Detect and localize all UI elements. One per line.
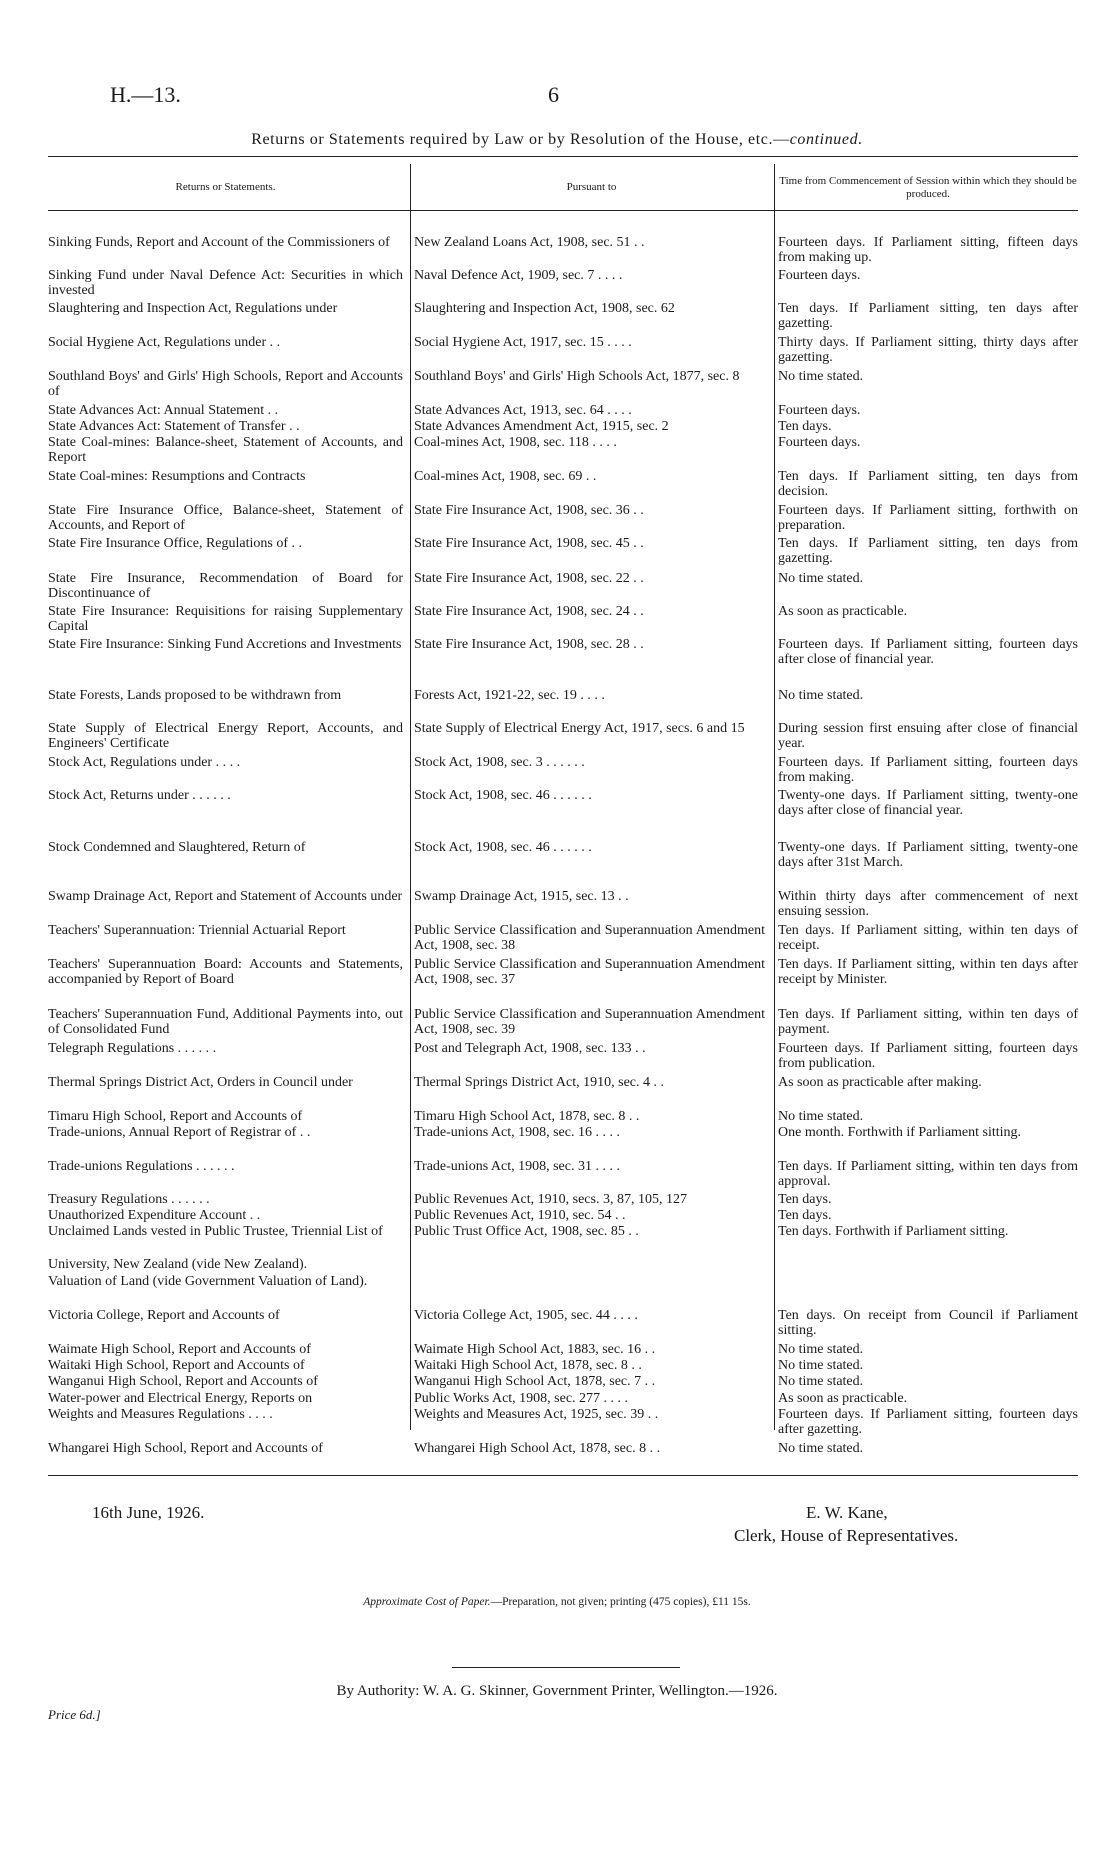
cell-pursuant: Thermal Springs District Act, 1910, sec. 4 . . — [414, 1075, 665, 1090]
cell-returns: State Fire Insurance Office, Regulations of . . — [48, 536, 303, 551]
cell-pursuant: Timaru High School Act, 1878, sec. 8 . . — [414, 1109, 640, 1124]
cell-time: Thirty days. If Parliament sitting, thirty days after gazetting. — [778, 335, 1078, 366]
cell-pursuant: Post and Telegraph Act, 1908, sec. 133 . . — [414, 1041, 646, 1056]
cell-pursuant: Public Service Classification and Superannuation Amendment Act, 1908, sec. 37 — [414, 957, 765, 988]
cell-pursuant: State Advances Amendment Act, 1915, sec. 2 — [414, 419, 669, 434]
cell-returns: State Fire Insurance Office, Balance-sheet, Statement of Accounts, and Report of — [48, 503, 403, 534]
cell-returns: Water-power and Electrical Energy, Reports on — [48, 1391, 313, 1406]
cell-returns: University, New Zealand (vide New Zealand). — [48, 1257, 308, 1272]
column-divider-1 — [410, 164, 411, 1430]
cell-pursuant: New Zealand Loans Act, 1908, sec. 51 . . — [414, 235, 645, 250]
cell-pursuant: Whangarei High School Act, 1878, sec. 8 . . — [414, 1441, 661, 1456]
cell-returns: State Advances Act: Statement of Transfer . . — [48, 419, 300, 434]
cell-returns: Teachers' Superannuation: Triennial Actuarial Report — [48, 923, 346, 938]
cell-time: Ten days. If Parliament sitting, within ten days from approval. — [778, 1159, 1078, 1190]
signatory-name: E. W. Kane, — [806, 1503, 888, 1522]
cell-pursuant: State Fire Insurance Act, 1908, sec. 22 . . — [414, 571, 644, 586]
cell-returns: Waitaki High School, Report and Accounts of — [48, 1358, 305, 1373]
cell-time: As soon as practicable. — [778, 1391, 908, 1406]
cell-time: Within thirty days after commencement of next ensuing session. — [778, 889, 1078, 920]
cell-time: Ten days. — [778, 1192, 832, 1207]
cell-returns: Trade-unions Regulations . . . . . . — [48, 1159, 235, 1174]
cell-returns: Wanganui High School, Report and Accounts of — [48, 1374, 318, 1389]
cell-pursuant: Stock Act, 1908, sec. 46 . . . . . . — [414, 840, 592, 855]
cell-pursuant: Stock Act, 1908, sec. 3 . . . . . . — [414, 755, 585, 770]
cell-time: Fourteen days. If Parliament sitting, fourteen days after close of financial year. — [778, 637, 1078, 668]
cell-returns: State Advances Act: Annual Statement . . — [48, 403, 279, 418]
cell-returns: Teachers' Superannuation Fund, Additional Payments into, out of Consolidated Fund — [48, 1007, 403, 1038]
cell-returns: Unauthorized Expenditure Account . . — [48, 1208, 261, 1223]
cell-pursuant: Coal-mines Act, 1908, sec. 69 . . — [414, 469, 597, 484]
cell-time: No time stated. — [778, 369, 864, 384]
cell-pursuant: Public Revenues Act, 1910, sec. 54 . . — [414, 1208, 626, 1223]
cell-pursuant: Coal-mines Act, 1908, sec. 118 . . . . — [414, 435, 617, 450]
cell-pursuant: State Fire Insurance Act, 1908, sec. 45 . . — [414, 536, 644, 551]
authority-rule — [452, 1667, 680, 1668]
cell-time: Ten days. Forthwith if Parliament sitting. — [778, 1224, 1009, 1239]
column-header-pursuant: Pursuant to — [566, 181, 617, 193]
cell-returns: Sinking Fund under Naval Defence Act: Securities in which invested — [48, 268, 403, 299]
cell-time: Fourteen days. — [778, 403, 861, 418]
cell-pursuant: Forests Act, 1921-22, sec. 19 . . . . — [414, 688, 605, 703]
cell-returns: Sinking Funds, Report and Account of the Commissioners of — [48, 235, 390, 250]
cell-time: Ten days. If Parliament sitting, within ten days of receipt. — [778, 923, 1078, 954]
cell-time: Fourteen days. If Parliament sitting, fourteen days from publication. — [778, 1041, 1078, 1072]
cell-returns: Stock Condemned and Slaughtered, Return of — [48, 840, 306, 855]
cell-returns: Victoria College, Report and Accounts of — [48, 1308, 280, 1323]
cell-returns: Social Hygiene Act, Regulations under . . — [48, 335, 281, 350]
cost-text: —Preparation, not given; printing (475 copies), £11 15s. — [490, 1596, 751, 1608]
page-number: 6 — [548, 82, 559, 107]
cell-pursuant: State Advances Act, 1913, sec. 64 . . . . — [414, 403, 632, 418]
cell-returns: Whangarei High School, Report and Accounts of — [48, 1441, 323, 1456]
cell-returns: State Supply of Electrical Energy Report, Accounts, and Engineers' Certificate — [48, 721, 403, 752]
cell-time: Ten days. If Parliament sitting, ten days from decision. — [778, 469, 1078, 500]
cell-time: Ten days. If Parliament sitting, within ten days of payment. — [778, 1007, 1078, 1038]
page-title — [0, 131, 1114, 149]
column-divider-2 — [774, 164, 775, 1430]
cell-returns: State Fire Insurance, Recommendation of Board for Discontinuance of — [48, 571, 403, 602]
cell-time: Fourteen days. If Parliament sitting, forthwith on preparation. — [778, 503, 1078, 534]
page-title-continued: continued. — [789, 131, 863, 148]
cell-pursuant: Public Service Classification and Superannuation Amendment Act, 1908, sec. 39 — [414, 1007, 765, 1038]
cell-time: Fourteen days. If Parliament sitting, fourteen days after gazetting. — [778, 1407, 1078, 1438]
cell-pursuant: Trade-unions Act, 1908, sec. 31 . . . . — [414, 1159, 620, 1174]
cell-time: One month. Forthwith if Parliament sitting. — [778, 1125, 1022, 1140]
cell-pursuant: Swamp Drainage Act, 1915, sec. 13 . . — [414, 889, 629, 904]
cell-pursuant: Slaughtering and Inspection Act, 1908, sec. 62 — [414, 301, 675, 316]
cost-label: Approximate Cost of Paper. — [363, 1596, 491, 1608]
cell-time: Fourteen days. — [778, 268, 861, 283]
page-title-main: Returns or Statements required by Law or by Resolution of the House, etc.— — [251, 131, 790, 148]
cell-time: Ten days. — [778, 419, 832, 434]
cell-returns: Southland Boys' and Girls' High Schools, Report and Accounts of — [48, 369, 403, 400]
cell-time: No time stated. — [778, 1358, 864, 1373]
cell-time: Ten days. If Parliament sitting, ten days after gazetting. — [778, 301, 1078, 332]
printer-authority: By Authority: W. A. G. Skinner, Government Printer, Wellington.—1926. — [336, 1683, 778, 1699]
cell-returns: State Coal-mines: Resumptions and Contracts — [48, 469, 306, 484]
signatory-title: Clerk, House of Representatives. — [734, 1526, 959, 1545]
document-code: H.—13. — [110, 82, 181, 107]
cell-time: No time stated. — [778, 1342, 864, 1357]
cell-returns: Telegraph Regulations . . . . . . — [48, 1041, 217, 1056]
column-header-time: Time from Commencement of Session within which they should be produced. — [779, 175, 1077, 200]
cost-note — [0, 1596, 1114, 1608]
cell-time: As soon as practicable after making. — [778, 1075, 982, 1090]
cell-pursuant: Public Service Classification and Superannuation Amendment Act, 1908, sec. 38 — [414, 923, 765, 954]
cell-returns: Swamp Drainage Act, Report and Statement of Accounts under — [48, 889, 403, 904]
cell-pursuant: State Fire Insurance Act, 1908, sec. 36 . . — [414, 503, 644, 518]
cell-pursuant: Southland Boys' and Girls' High Schools Act, 1877, sec. 8 — [414, 369, 740, 384]
cell-time: As soon as practicable. — [778, 604, 908, 619]
cell-time: Fourteen days. If Parliament sitting, fifteen days from making up. — [778, 235, 1078, 266]
cell-time: During session first ensuing after close of financial year. — [778, 721, 1078, 752]
cell-pursuant: Naval Defence Act, 1909, sec. 7 . . . . — [414, 268, 623, 283]
cell-time: No time stated. — [778, 1441, 864, 1456]
cell-time: No time stated. — [778, 1109, 864, 1124]
cell-pursuant: Trade-unions Act, 1908, sec. 16 . . . . — [414, 1125, 620, 1140]
cell-returns: State Fire Insurance: Requisitions for raising Supplementary Capital — [48, 604, 403, 635]
cell-pursuant: Public Works Act, 1908, sec. 277 . . . . — [414, 1391, 629, 1406]
cell-pursuant: Waitaki High School Act, 1878, sec. 8 . . — [414, 1358, 642, 1373]
cell-time: Fourteen days. — [778, 435, 861, 450]
signature-date: 16th June, 1926. — [92, 1503, 205, 1522]
cell-returns: Stock Act, Returns under . . . . . . — [48, 788, 231, 803]
cell-pursuant: Public Trust Office Act, 1908, sec. 85 . . — [414, 1224, 639, 1239]
cell-time: No time stated. — [778, 688, 864, 703]
column-header-returns: Returns or Statements. — [175, 181, 276, 193]
cell-returns: Teachers' Superannuation Board: Accounts and Statements, accompanied by Report of Board — [48, 957, 403, 988]
cell-time: Ten days. If Parliament sitting, ten days from gazetting. — [778, 536, 1078, 567]
cell-pursuant: Weights and Measures Act, 1925, sec. 39 . . — [414, 1407, 659, 1422]
cell-time: Ten days. — [778, 1208, 832, 1223]
cell-pursuant: Waimate High School Act, 1883, sec. 16 . . — [414, 1342, 656, 1357]
table-bottom-rule — [48, 1475, 1078, 1476]
cell-time: Fourteen days. If Parliament sitting, fourteen days from making. — [778, 755, 1078, 786]
cell-time: Twenty-one days. If Parliament sitting, twenty-one days after close of financial year. — [778, 788, 1078, 819]
table-header-rule — [48, 210, 1078, 211]
cell-time: No time stated. — [778, 571, 864, 586]
cell-returns: Weights and Measures Regulations . . . . — [48, 1407, 273, 1422]
cell-returns: Treasury Regulations . . . . . . — [48, 1192, 210, 1207]
cell-pursuant: Wanganui High School Act, 1878, sec. 7 . . — [414, 1374, 656, 1389]
cell-returns: State Forests, Lands proposed to be withdrawn from — [48, 688, 342, 703]
cell-pursuant: State Fire Insurance Act, 1908, sec. 28 . . — [414, 637, 644, 652]
cell-pursuant: Stock Act, 1908, sec. 46 . . . . . . — [414, 788, 592, 803]
cell-time: Ten days. If Parliament sitting, within ten days after receipt by Minister. — [778, 957, 1078, 988]
cell-pursuant: Social Hygiene Act, 1917, sec. 15 . . . . — [414, 335, 632, 350]
cell-time: No time stated. — [778, 1374, 864, 1389]
cell-returns: Trade-unions, Annual Report of Registrar of . . — [48, 1125, 311, 1140]
cell-time: Ten days. On receipt from Council if Parliament sitting. — [778, 1308, 1078, 1339]
cell-returns: State Fire Insurance: Sinking Fund Accretions and Investments — [48, 637, 402, 652]
cell-pursuant: State Fire Insurance Act, 1908, sec. 24 . . — [414, 604, 644, 619]
cell-returns: Valuation of Land (vide Government Valuation of Land). — [48, 1274, 368, 1289]
cell-returns: Thermal Springs District Act, Orders in Council under — [48, 1075, 353, 1090]
cell-pursuant: Public Revenues Act, 1910, secs. 3, 87, 105, 127 — [414, 1192, 687, 1207]
cell-returns: Stock Act, Regulations under . . . . — [48, 755, 241, 770]
cell-time: Twenty-one days. If Parliament sitting, twenty-one days after 31st March. — [778, 840, 1078, 871]
cell-returns: Unclaimed Lands vested in Public Trustee, Triennial List of — [48, 1224, 383, 1239]
cell-returns: Timaru High School, Report and Accounts of — [48, 1109, 303, 1124]
cell-returns: Slaughtering and Inspection Act, Regulations under — [48, 301, 338, 316]
cell-returns: State Coal-mines: Balance-sheet, Statement of Accounts, and Report — [48, 435, 403, 466]
price: Price 6d.] — [48, 1707, 101, 1722]
cell-returns: Waimate High School, Report and Accounts of — [48, 1342, 311, 1357]
cell-pursuant: State Supply of Electrical Energy Act, 1917, secs. 6 and 15 — [414, 721, 745, 736]
table-top-rule — [48, 156, 1078, 157]
cell-pursuant: Victoria College Act, 1905, sec. 44 . . . . — [414, 1308, 638, 1323]
